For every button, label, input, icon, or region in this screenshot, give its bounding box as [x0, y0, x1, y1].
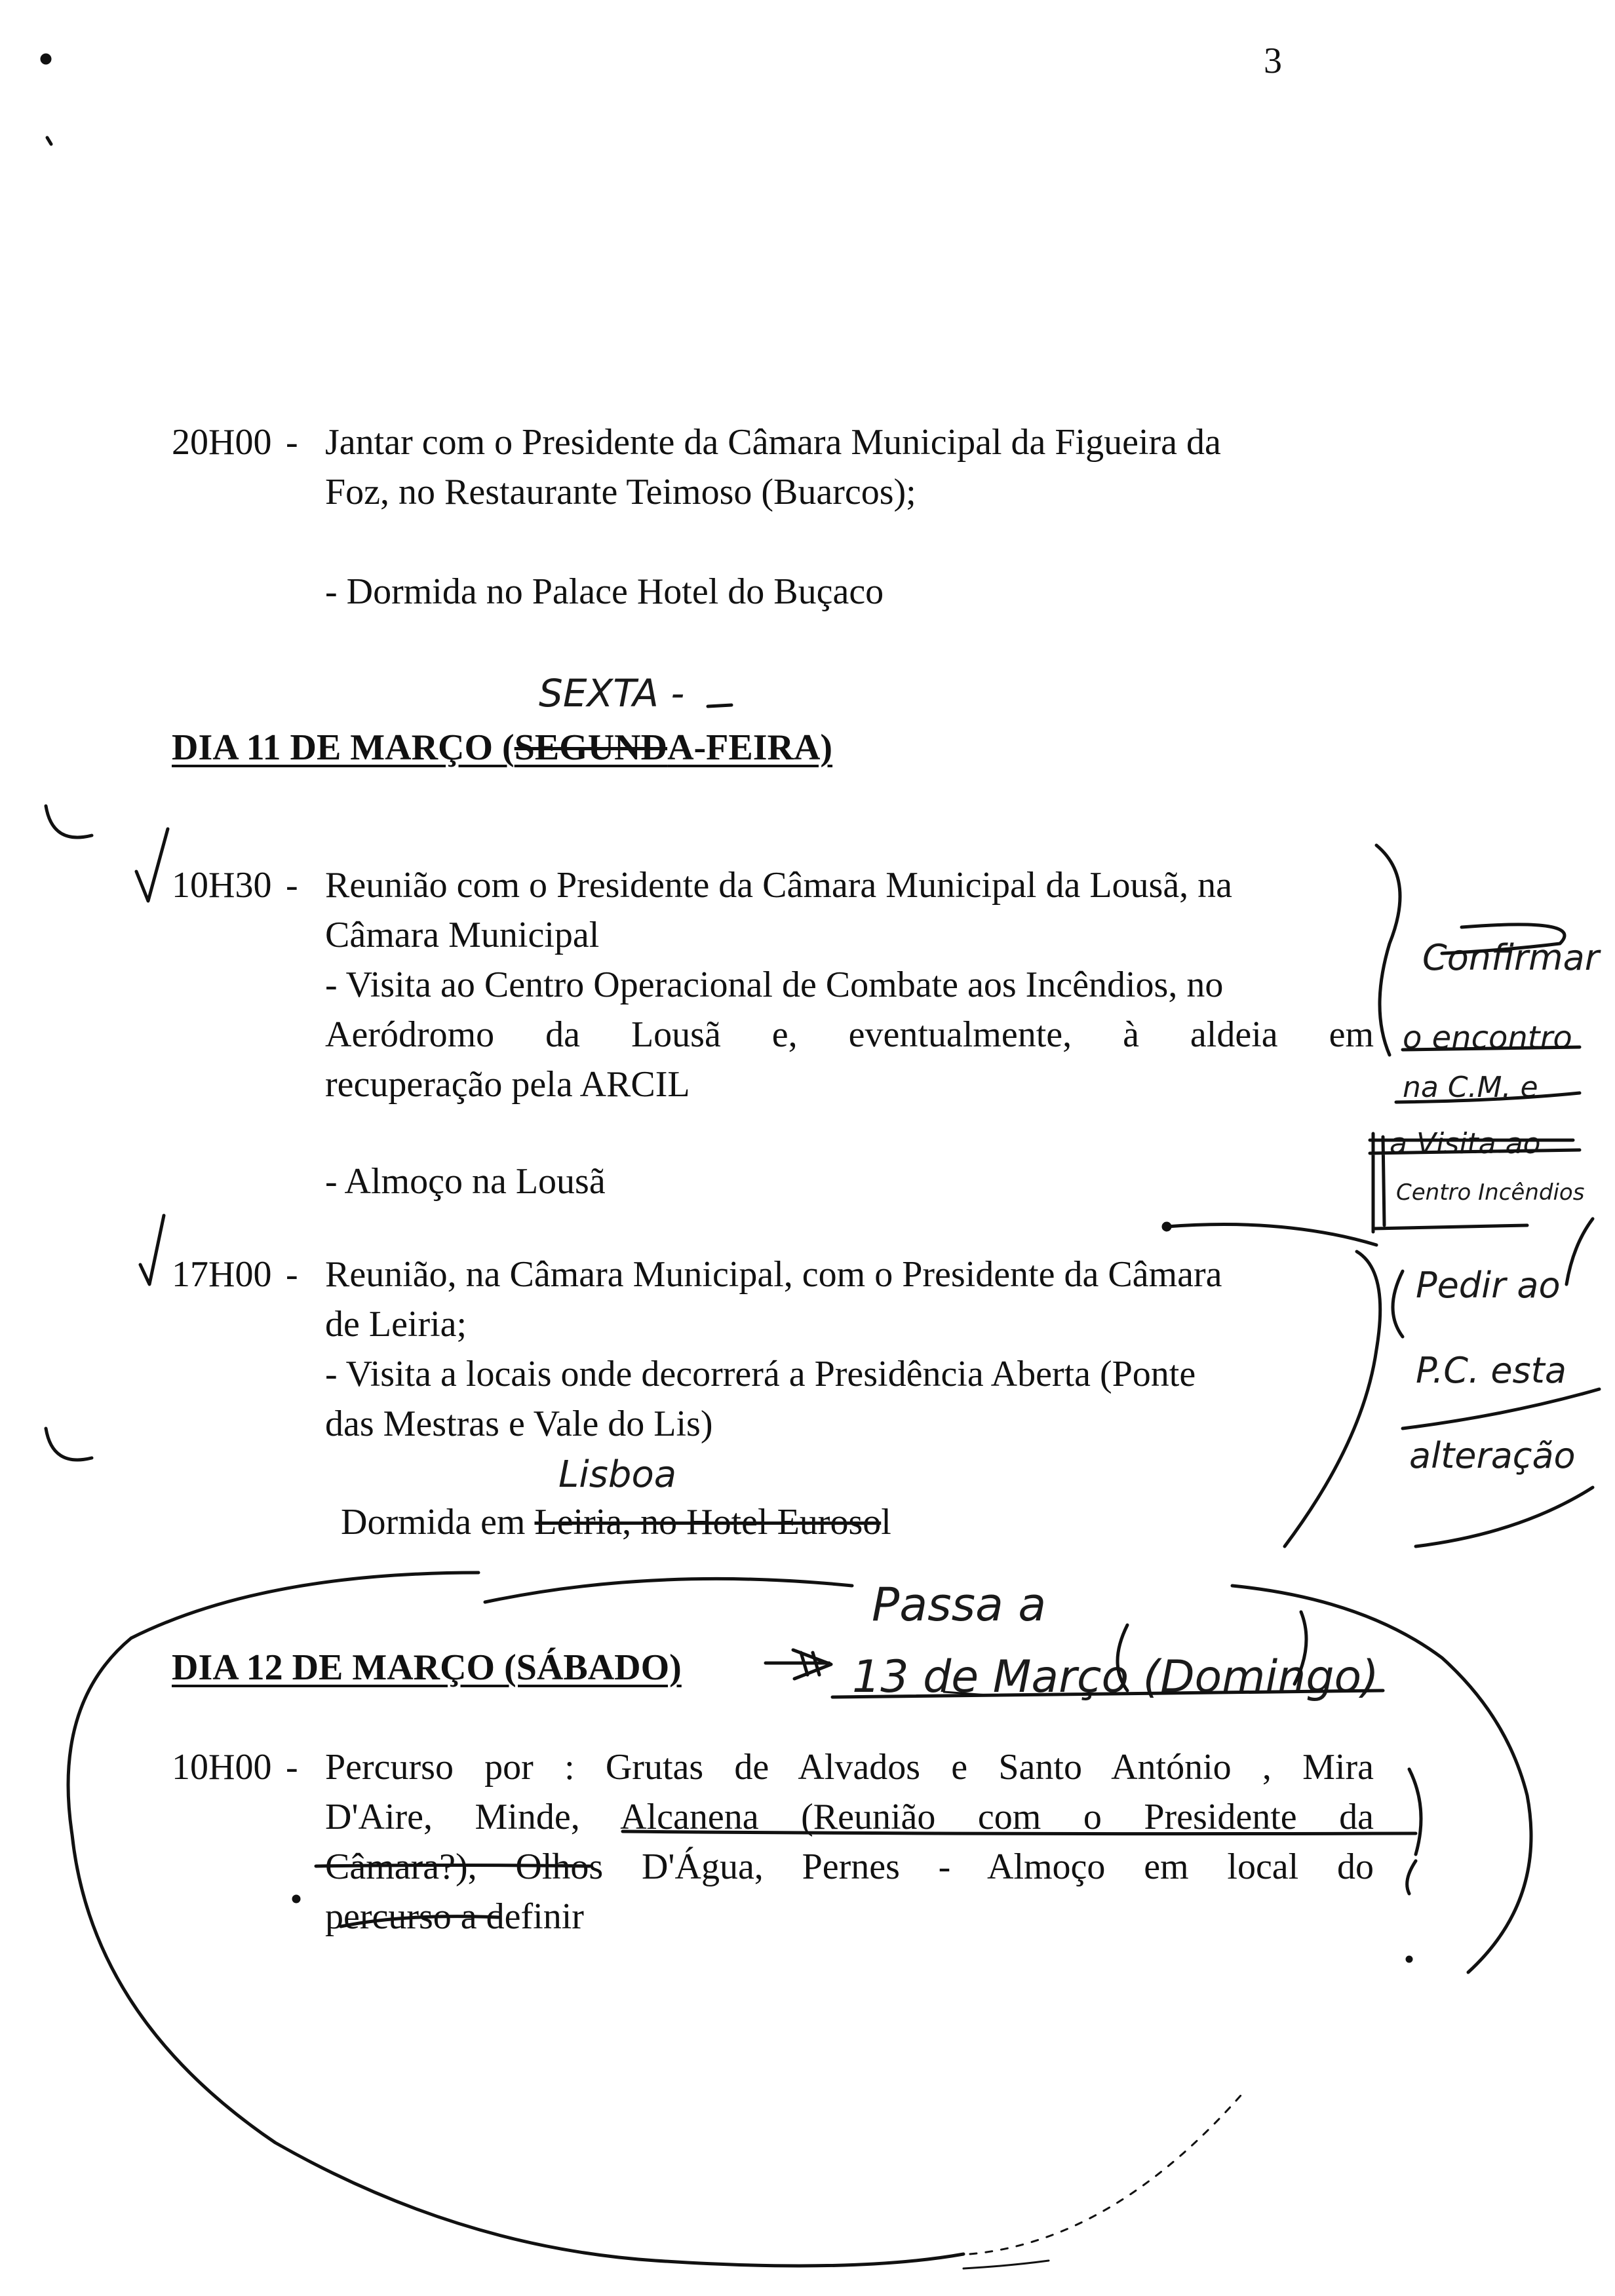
note-box	[1370, 1134, 1580, 1232]
link-dot	[1163, 1223, 1170, 1230]
block1-line2: Foz, no Restaurante Teimoso (Buarcos);	[325, 472, 916, 512]
bracket	[1376, 845, 1400, 1055]
stay-struck: Leiria, no Hotel Euroso	[534, 1502, 882, 1542]
underline-stroke	[623, 1831, 1416, 1834]
underline-stroke	[1416, 1487, 1593, 1546]
bracket-small	[1393, 1271, 1403, 1337]
time-10h30: 10H30	[172, 865, 272, 906]
dash: -	[286, 865, 298, 906]
link-line	[1167, 1225, 1376, 1246]
time-10h00: 10H00	[172, 1747, 272, 1788]
loop-dashed	[970, 2090, 1245, 2254]
block1-line1: Jantar com o Presidente da Câmara Municipal da Figueira da	[325, 422, 1221, 463]
stay-pre: Dormida em	[341, 1502, 535, 1542]
stray-dot	[294, 1896, 299, 1902]
arrow	[766, 1650, 831, 1679]
margin-note2-line1: Pedir ao	[1416, 1265, 1561, 1306]
margin-hook	[46, 1428, 92, 1460]
margin-hook	[46, 806, 92, 837]
block2-line6: - Almoço na Lousã	[325, 1161, 606, 1202]
day12-heading: DIA 12 DE MARÇO (SÁBADO)	[172, 1647, 682, 1688]
dash: -	[286, 1747, 298, 1788]
time-20h00: 20H00	[172, 422, 272, 463]
handwritten-passa-a: Passa a	[872, 1578, 1047, 1632]
paren-open	[1118, 1625, 1127, 1691]
block3-line2: de Leiria;	[325, 1304, 467, 1345]
underline-stroke	[1403, 1047, 1580, 1050]
paren-close	[1294, 1612, 1306, 1684]
slash-stroke	[1566, 1219, 1593, 1284]
loop-circle	[68, 1573, 963, 2266]
underline-stroke	[1396, 1093, 1580, 1102]
underline-stroke	[316, 1866, 590, 1867]
block4-line2: D'Aire, Minde, Alcanena (Reunião com o Presidente da	[325, 1797, 1374, 1837]
time-17h00: 17H00	[172, 1254, 272, 1295]
block4-line1: Percurso por : Grutas de Alvados e Santo António , Mira	[325, 1747, 1374, 1788]
margin-note1-line3: na C.M. e	[1403, 1071, 1538, 1104]
page-number: 3	[1264, 41, 1282, 81]
loop-circle	[485, 1578, 852, 1602]
bracket-small	[1409, 1769, 1421, 1854]
loop-circle	[1232, 1586, 1531, 1972]
block3-line3: - Visita a locais onde decorrerá a Presidência Aberta (Ponte	[325, 1354, 1196, 1394]
block2-line5: recuperação pela ARCIL	[325, 1064, 690, 1105]
handwritten-lisboa: Lisboa	[558, 1453, 677, 1496]
block3-line4: das Mestras e Vale do Lis)	[325, 1404, 713, 1444]
block3-line1: Reunião, na Câmara Municipal, com o Presidente da Câmara	[325, 1254, 1222, 1295]
day11-heading-struck: SEGUND	[514, 727, 668, 768]
dash: -	[286, 1254, 298, 1295]
bracket-small	[1407, 1861, 1416, 1894]
block2-line4: Aeródromo da Lousã e, eventualmente, à aldeia em	[325, 1014, 1374, 1055]
margin-note1-line4: a Visita ao	[1390, 1127, 1541, 1160]
stray-dot	[1407, 1957, 1411, 1961]
underline-stroke	[341, 1917, 498, 1926]
underline-stroke	[1442, 925, 1565, 953]
loop-tail	[963, 2261, 1049, 2268]
block2-line2: Câmara Municipal	[325, 915, 600, 955]
margin-note2-line2: P.C. esta	[1416, 1350, 1566, 1391]
margin-note1-line2: o encontro	[1403, 1020, 1572, 1056]
block4-line4: percurso a definir	[325, 1896, 584, 1937]
correction-dash	[708, 705, 731, 706]
stay-post: l	[881, 1502, 891, 1542]
underline-stroke	[1403, 1389, 1599, 1428]
day11-heading-post: A-FEIRA)	[667, 727, 833, 768]
block2-line1: Reunião com o Presidente da Câmara Municipal da Lousã, na	[325, 865, 1233, 906]
dash: -	[286, 422, 298, 463]
check-mark	[136, 829, 168, 901]
margin-note1-line5: Centro Incêndios	[1396, 1179, 1585, 1206]
bracket	[1285, 1252, 1380, 1546]
margin-note2-line3: alteração	[1409, 1435, 1576, 1476]
block4-line3: Câmara?), Olhos D'Água, Pernes - Almoço em local do	[325, 1846, 1374, 1887]
handwritten-day-correction: SEXTA -	[539, 671, 685, 716]
handwritten-new-date: 13 de Março (Domingo)	[852, 1651, 1379, 1703]
underline-stroke	[832, 1691, 1383, 1697]
check-mark	[140, 1215, 164, 1284]
margin-note1-line1: Confirmar	[1422, 937, 1599, 978]
block2-line3: - Visita ao Centro Operacional de Combate aos Incêndios, no	[325, 965, 1224, 1005]
day11-heading-pre: DIA 11 DE MARÇO (	[172, 727, 515, 768]
stray-mark	[47, 138, 51, 144]
stray-dot	[42, 55, 50, 63]
block1-line3: - Dormida no Palace Hotel do Buçaco	[325, 571, 884, 612]
